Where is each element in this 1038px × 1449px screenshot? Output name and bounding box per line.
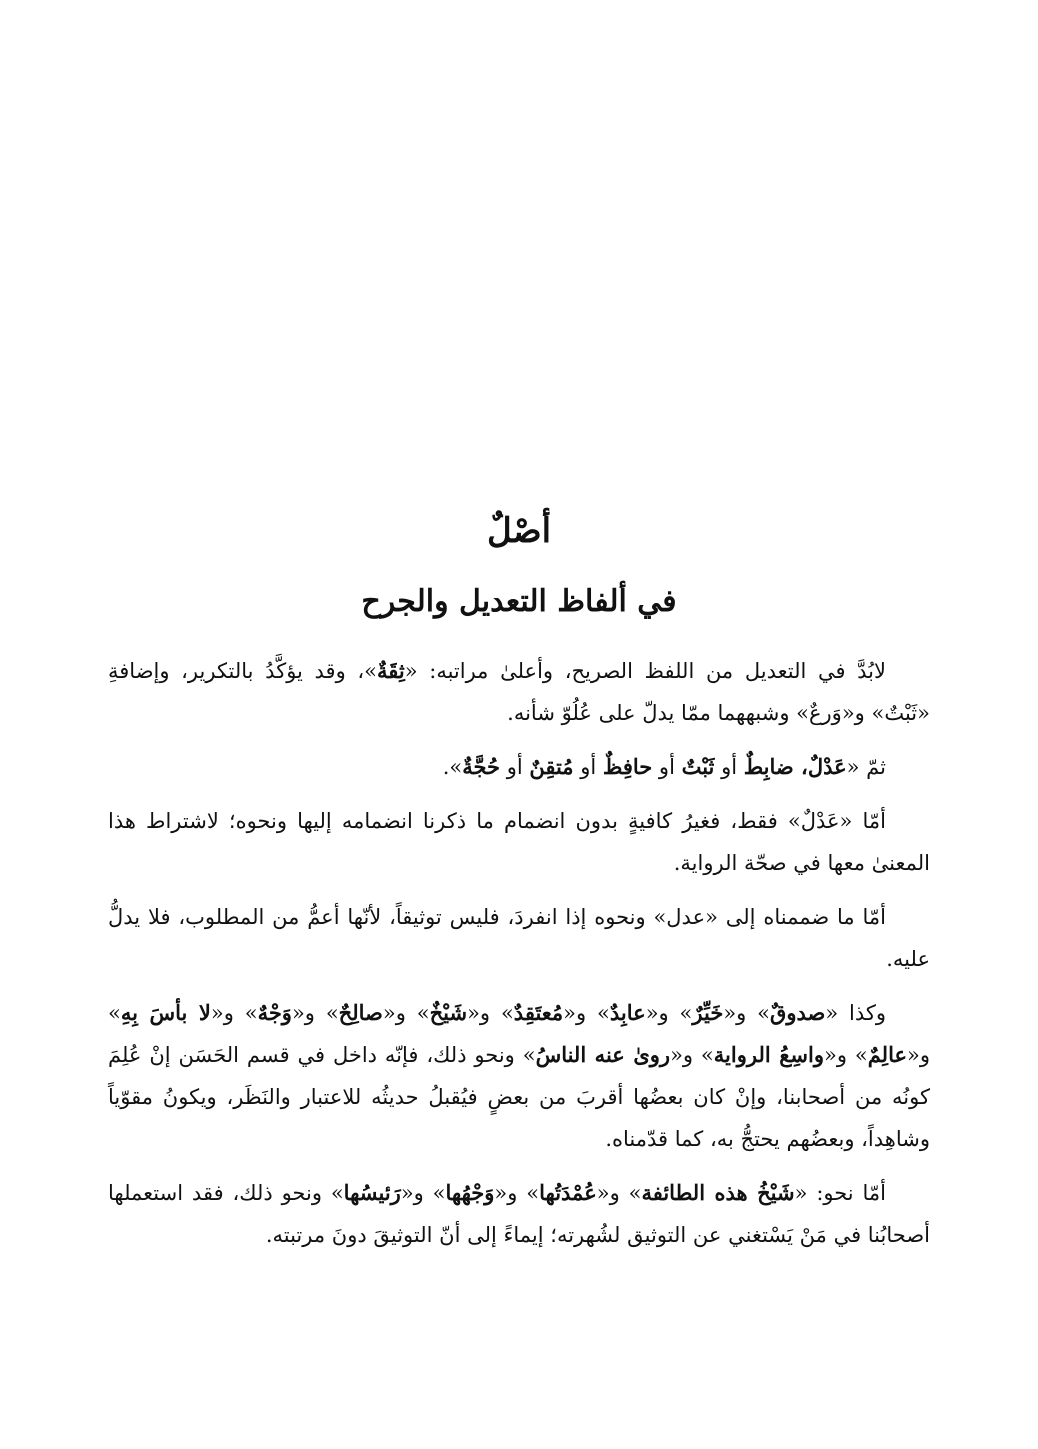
bold-term: مُعتَقِدٌ (513, 1000, 564, 1025)
text-run: أو (652, 755, 682, 779)
bold-term: صدوقٌ (770, 1000, 826, 1025)
text-run: » و« (823, 1043, 868, 1067)
text-run: » و« (563, 1001, 610, 1025)
text-run: » و« (210, 1001, 258, 1025)
paragraph (108, 746, 930, 788)
bold-term: روىٰ عنه الناسُ (535, 1042, 671, 1067)
text-run: أمّا نحو: « (794, 1181, 886, 1205)
text-run: أمّا «عَدْلٌ» فقط، فغيرُ كافيةٍ بدون انضمام ما ذكرنا انضمامه إليها ونحوه؛ لاشتراط هذا المعنىٰ معها في صحّة الرواية. (108, 809, 930, 875)
text-run: » و« (723, 1001, 771, 1025)
text-run: » و« (494, 1181, 540, 1205)
bold-term: عابِدٌ (609, 1000, 646, 1025)
bold-term: حُجَّةٌ (462, 754, 501, 779)
text-run: أو (500, 755, 530, 779)
text-run: » و« (108, 1001, 931, 1067)
section-subtitle: في ألفاظ التعديل والجرح (361, 584, 677, 619)
text-run: » و« (645, 1001, 693, 1025)
bold-term: ثَبْتٌ (681, 754, 715, 779)
text-run: » و« (596, 1181, 642, 1205)
page-title: أصْلٌ (486, 511, 552, 551)
bold-term: حافِظٌ (602, 754, 653, 779)
text-run: » و« (382, 1001, 430, 1025)
bold-term: عَدْلٌ، ضابِطٌ (743, 754, 847, 779)
body-text (108, 650, 930, 1268)
text-run: » و« (467, 1001, 514, 1025)
bold-term: وَجْهُها (445, 1180, 495, 1205)
text-run: ثمّ « (846, 755, 886, 779)
paragraph (108, 896, 930, 980)
text-run: » و« (291, 1001, 339, 1025)
heading-block (0, 505, 1038, 625)
paragraph (108, 800, 930, 884)
text-run: أو (573, 755, 603, 779)
text-run: لابُدَّ في التعديل من اللفظ الصريح، وأعلىٰ مراتبه: « (404, 659, 886, 683)
bold-term: ثِقَةٌ (377, 658, 405, 683)
text-run: » و« (670, 1043, 714, 1067)
text-run: »، وقد يؤكَّدُ بالتكرير، وإضافةِ «ثَبْتٌ» و«وَرعٌ» وشبههما ممّا يدلّ على عُلُوّ شأنه. (108, 659, 930, 725)
text-run: » و« (400, 1181, 446, 1205)
text-run: أمّا ما ضممناه إلى «عدل» ونحوه إذا انفردَ، فليس توثيقاً، لأنّها أعمُّ من المطلوب، فلا يدلُّ عليه. (108, 905, 930, 971)
bold-term: واسِعُ الرواية (713, 1042, 824, 1067)
text-run: » ونحو ذلك، فإنّه داخل في قسم الحَسَن إنْ عُلِمَ كونُه من أصحابنا، وإنْ كان بعضُها أقربَ من بعضٍ فيُقبلُ حديثُه للاعتبار والنَظَر، ويكونُ مقوّياً وشاهِداً، وبعضُهم يحتجُّ به، كما قدّمناه. (108, 1043, 930, 1151)
bold-term: عُمْدَتُها (539, 1180, 597, 1205)
paragraph (108, 650, 930, 734)
bold-term: مُتقِنٌ (529, 754, 574, 779)
bold-term: شَيْخُ هذه الطائفة (641, 1180, 795, 1205)
bold-term: وَجْهٌ (257, 1000, 292, 1025)
bold-term: صالِحٌ (338, 1000, 383, 1025)
bold-term: شَيْخٌ (429, 1000, 468, 1025)
text-run: » ونحو ذلك، فقد استعملها أصحابُنا في مَنْ يَسْتغني عن التوثيق لشُهرته؛ إيماءً إلى أنّ التوثيقَ دونَ مرتبته. (108, 1181, 930, 1247)
bold-term: رَئيسُها (343, 1180, 401, 1205)
text-run: أو (714, 755, 744, 779)
paragraph (108, 1172, 930, 1256)
text-run: ». (442, 755, 463, 779)
bold-term: لا بأسَ بِهِ (120, 1000, 211, 1025)
paragraph (108, 992, 930, 1160)
text-run: وكذا « (825, 1001, 887, 1025)
bold-term: عالِمٌ (867, 1042, 908, 1067)
bold-term: خَيِّرٌ (692, 1000, 724, 1025)
